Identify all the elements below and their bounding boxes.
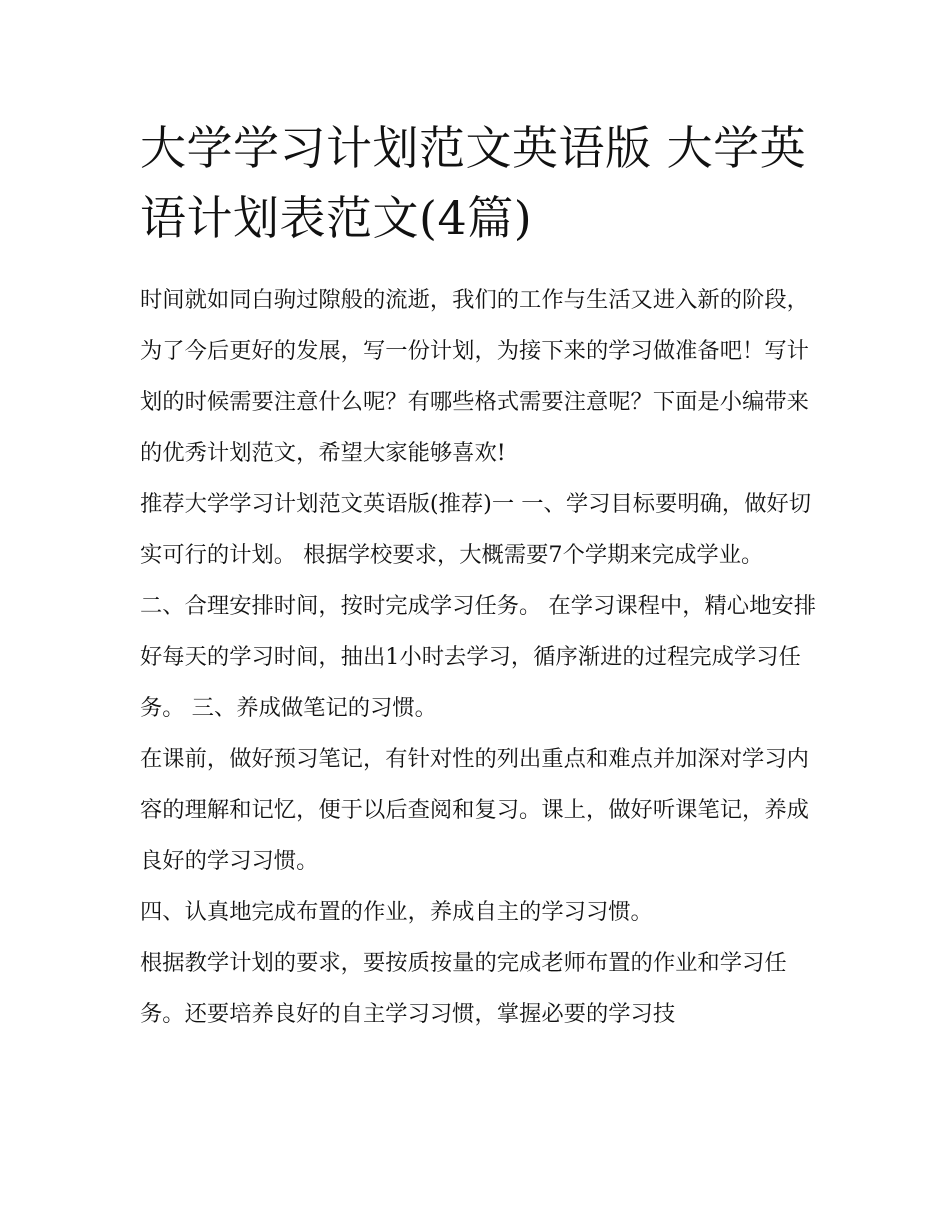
paragraph-intro: 时间就如同白驹过隙般的流逝，我们的工作与生活又进入新的阶段，为了今后更好的发展，写一份计划，为接下来的学习做准备吧！写计划的时候需要注意什么呢？有哪些格式需要注意呢？下面是小编带来的优秀计划范文，希望大家能够喜欢!	[140, 287, 809, 466]
paragraph-time: 二、合理安排时间，按时完成学习任务。 在学习课程中，精心地安排好每天的学习时间，抽出1小时去学习，循序渐进的过程完成学习任务。 三、养成做笔记的习惯。	[140, 593, 816, 721]
document-body	[140, 275, 830, 1040]
paragraph-notes: 在课前，做好预习笔记，有针对性的列出重点和难点并加深对学习内容的理解和记忆，便于以后查阅和复习。课上，做好听课笔记，养成良好的学习习惯。	[140, 746, 809, 874]
paragraph-self-study: 根据教学计划的要求，要按质按量的完成老师布置的作业和学习任务。还要培养良好的自主学习习惯，掌握必要的学习技	[140, 950, 787, 1027]
paragraph-goal: 推荐大学学习计划范文英语版(推荐)一 一、学习目标要明确，做好切实可行的计划。 根据学校要求，大概需要7个学期来完成学业。	[140, 491, 812, 568]
document-title: 大学学习计划范文英语版 大学英语计划表范文(4篇)	[140, 121, 807, 245]
paragraph-homework: 四、认真地完成布置的作业，养成自主的学习习惯。	[140, 899, 653, 925]
